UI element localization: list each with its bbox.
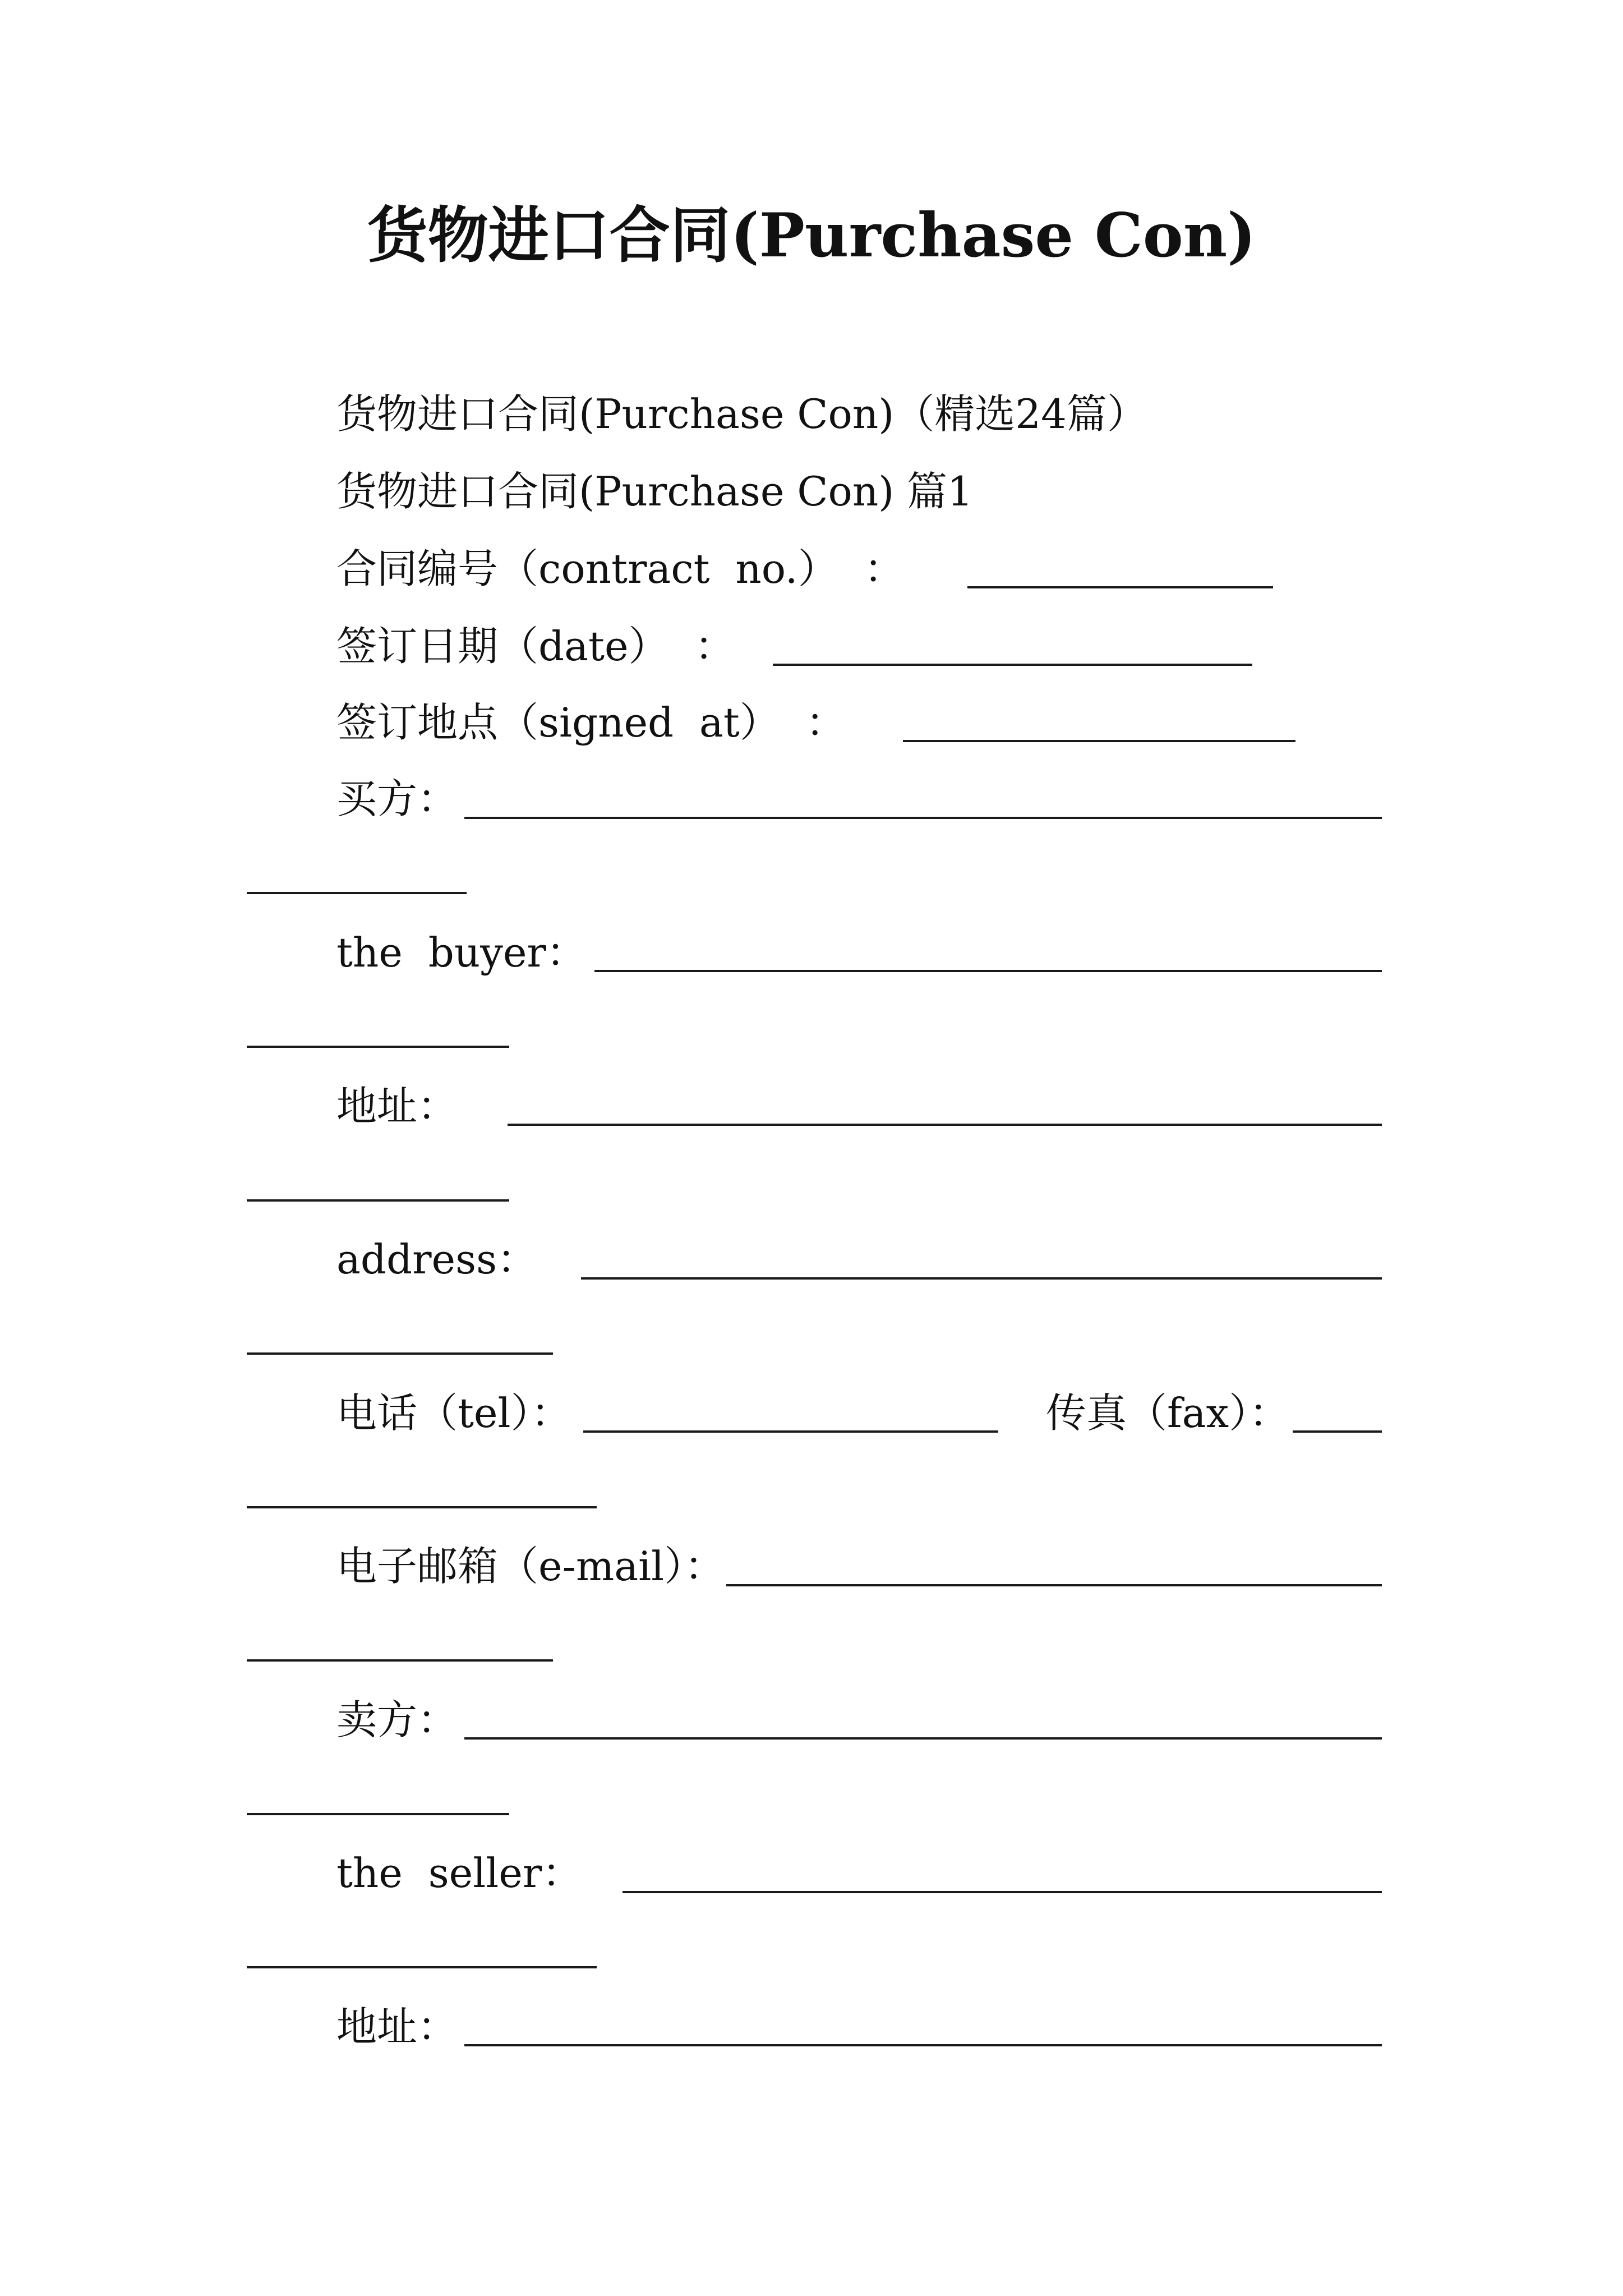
buyer-tel-label: 电话（tel）： — [336, 1389, 571, 1437]
buyer-cn-blank-continued[interactable] — [247, 892, 467, 894]
section-heading: 货物进口合同(Purchase Con) 篇1 — [336, 468, 973, 515]
buyer-address-cn-label: 地址： — [336, 1083, 458, 1130]
contract-no-blank[interactable] — [967, 586, 1273, 588]
signed-at-label: 签订地点（signed at） ： — [336, 699, 846, 746]
buyer-cn-label: 买方： — [336, 775, 458, 822]
buyer-address-cn-blank-continued[interactable] — [247, 1199, 509, 1202]
date-label: 签订日期（date） ： — [336, 623, 735, 670]
buyer-address-en-blank[interactable] — [581, 1277, 1382, 1280]
buyer-tel-blank[interactable] — [583, 1430, 998, 1433]
seller-cn-blank[interactable] — [464, 1737, 1382, 1740]
buyer-address-en-blank-continued[interactable] — [247, 1352, 553, 1355]
buyer-fax-blank[interactable] — [1293, 1430, 1382, 1433]
buyer-email-blank-continued[interactable] — [247, 1659, 553, 1662]
seller-cn-blank-continued[interactable] — [247, 1813, 509, 1815]
seller-address-cn-blank[interactable] — [464, 2044, 1382, 2046]
date-blank[interactable] — [773, 664, 1252, 666]
document-subtitle: 货物进口合同(Purchase Con)（精选24篇） — [336, 390, 1147, 438]
buyer-email-label: 电子邮箱（e-mail）： — [336, 1543, 725, 1590]
buyer-email-blank[interactable] — [726, 1584, 1382, 1586]
seller-address-cn-label: 地址： — [336, 2003, 458, 2050]
buyer-fax-blank-continued[interactable] — [247, 1506, 597, 1508]
seller-en-blank[interactable] — [623, 1891, 1382, 1893]
seller-en-blank-continued[interactable] — [247, 1966, 597, 1968]
buyer-fax-label: 传真（fax）： — [1046, 1389, 1290, 1437]
buyer-address-cn-blank[interactable] — [508, 1124, 1382, 1126]
buyer-en-blank[interactable] — [594, 970, 1382, 972]
buyer-address-en-label: address： — [336, 1236, 538, 1283]
buyer-en-blank-continued[interactable] — [247, 1046, 509, 1048]
seller-cn-label: 卖方： — [336, 1696, 458, 1743]
buyer-en-label: the buyer： — [336, 929, 587, 976]
contract-no-label: 合同编号（contract no.） ： — [336, 545, 905, 592]
signed-at-blank[interactable] — [903, 740, 1295, 742]
seller-en-label: the seller： — [336, 1849, 583, 1897]
document-title: 货物进口合同(Purchase Con) — [367, 200, 1256, 271]
buyer-cn-blank[interactable] — [464, 817, 1382, 819]
